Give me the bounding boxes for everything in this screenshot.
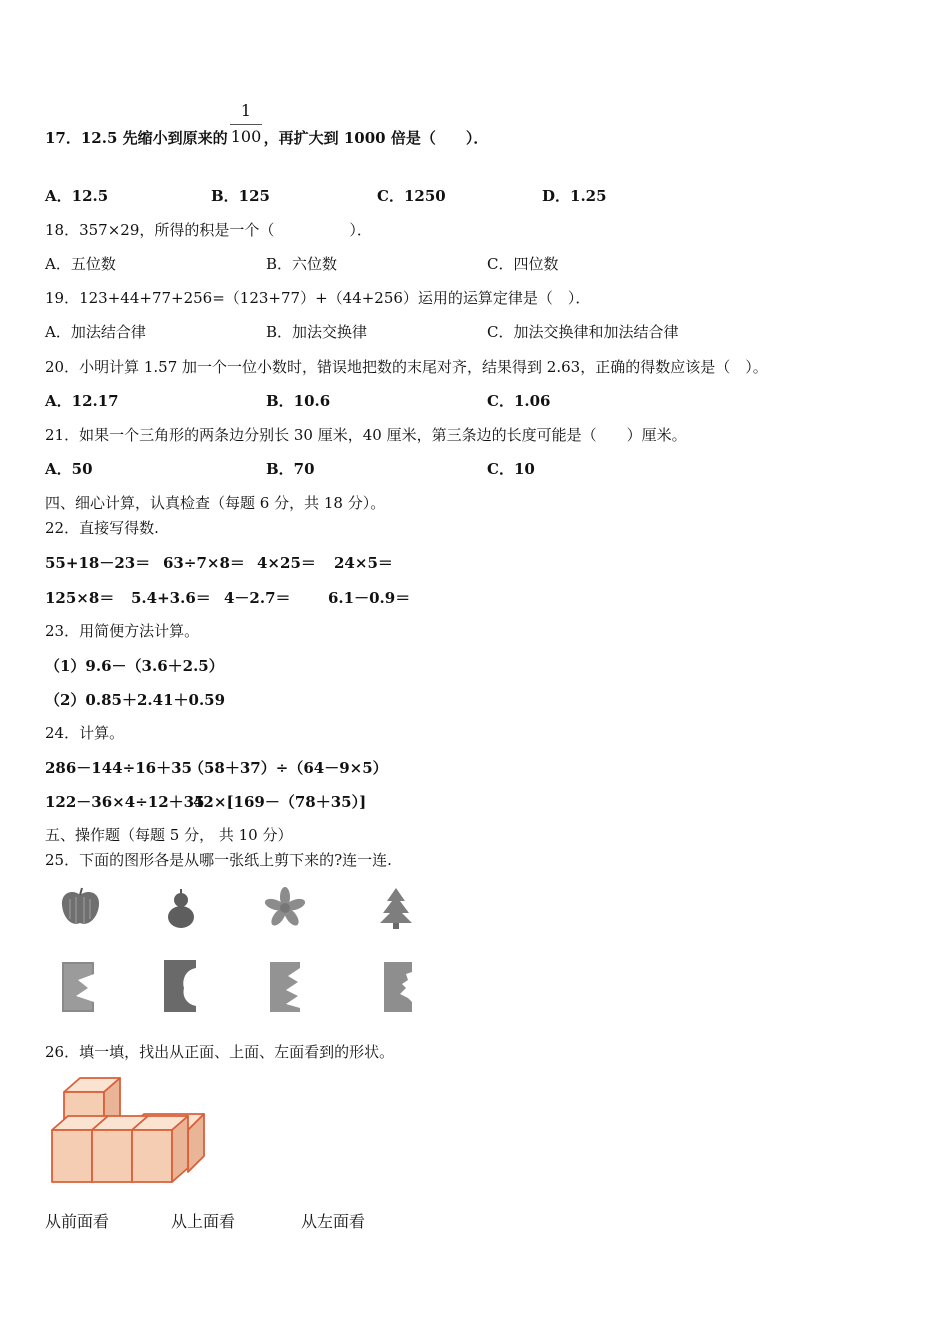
apple-shape-icon [58,885,103,931]
q19-stem: 19．123+44+77+256=（123+77）+（44+256）运用的运算定律是（ ）． [45,289,591,307]
q18-option-c: C．四位数 [487,255,559,273]
q17-option-c: C．1250 [377,187,446,205]
tree-shape-icon [375,885,417,931]
paper-sheet-icon [158,956,204,1016]
q21-option-a: A．50 [45,460,93,478]
q22-item: 55+18－23＝ [45,554,151,572]
fraction-numerator: 1 [240,101,252,120]
cube-stack-figure [44,1072,212,1192]
q21-option-b: B．70 [266,460,315,478]
q20-stem: 20．小明计算 1.57 加一个一位小数时，错误地把数的末尾对齐，结果得到 2.63，正确的得数应该是（ ）。 [45,358,768,376]
q25-stem: 25．下面的图形各是从哪一张纸上剪下来的?连一连. [45,851,392,869]
q23-part-1: （1）9.6－（3.6＋2.5） [45,657,224,675]
q23-stem: 23．用简便方法计算。 [45,622,200,640]
q17-option-b: B．125 [211,187,270,205]
q24-stem: 24．计算。 [45,724,125,742]
section-4-heading: 四、细心计算，认真检查（每题 6 分，共 18 分）。 [45,494,386,512]
q22-item: 4－2.7＝ [224,589,291,607]
q24-item: 42×[169－（78＋35）] [193,793,367,811]
q18-option-b: B．六位数 [266,255,338,273]
q22-item: 5.4+3.6＝ [131,589,211,607]
view-top-label: 从上面看 [171,1212,236,1231]
q21-option-c: C．10 [487,460,535,478]
q19-option-b: B．加法交换律 [266,323,368,341]
q24-item: （58＋37）÷（64－9×5） [189,759,388,777]
q22-item: 24×5＝ [334,554,393,572]
q22-item: 4×25＝ [257,554,316,572]
q17-option-a: A．12.5 [45,187,109,205]
q23-part-2: （2）0.85＋2.41＋0.59 [45,691,226,709]
q24-item: 286－144÷16＋35 [45,759,192,777]
view-front-label: 从前面看 [45,1212,110,1231]
paper-sheet-icon [378,958,418,1016]
q19-option-c: C．加法交换律和加法结合律 [487,323,679,341]
q17-suffix: ，再扩大到 1000 倍是（ ）． [263,129,489,147]
q21-stem: 21．如果一个三角形的两条边分别长 30 厘米，40 厘米，第三条边的长度可能是（ ）厘米。 [45,426,687,444]
fraction-bar [230,124,262,125]
q22-item: 125×8＝ [45,589,115,607]
q22-stem: 22．直接写得数. [45,519,159,537]
q19-option-a: A．加法结合律 [45,323,146,341]
q17-stem [45,128,488,148]
gourd-shape-icon [160,885,202,931]
q18-stem: 18．357×29，所得的积是一个（ ）． [45,221,372,239]
q20-option-b: B．10.6 [266,392,331,410]
flower-shape-icon [262,886,308,930]
q20-option-a: A．12.17 [45,392,119,410]
q18-option-a: A．五位数 [45,255,116,273]
paper-sheet-icon [58,958,100,1016]
section-5-heading: 五、操作题（每题 5 分， 共 10 分） [45,826,293,844]
q20-option-c: C．1.06 [487,392,551,410]
q22-item: 6.1－0.9＝ [328,589,411,607]
paper-sheet-icon [264,958,306,1016]
q26-stem: 26．填一填，找出从正面、上面、左面看到的形状。 [45,1043,395,1061]
q22-item: 63÷7×8＝ [163,554,245,572]
q24-item: 122－36×4÷12＋35 [45,793,205,811]
fraction-denominator: 100 [230,127,262,146]
view-left-label: 从左面看 [301,1212,366,1231]
q17-prefix: 17．12.5 先缩小到原来的 [45,129,228,147]
q17-option-d: D．1.25 [542,187,607,205]
